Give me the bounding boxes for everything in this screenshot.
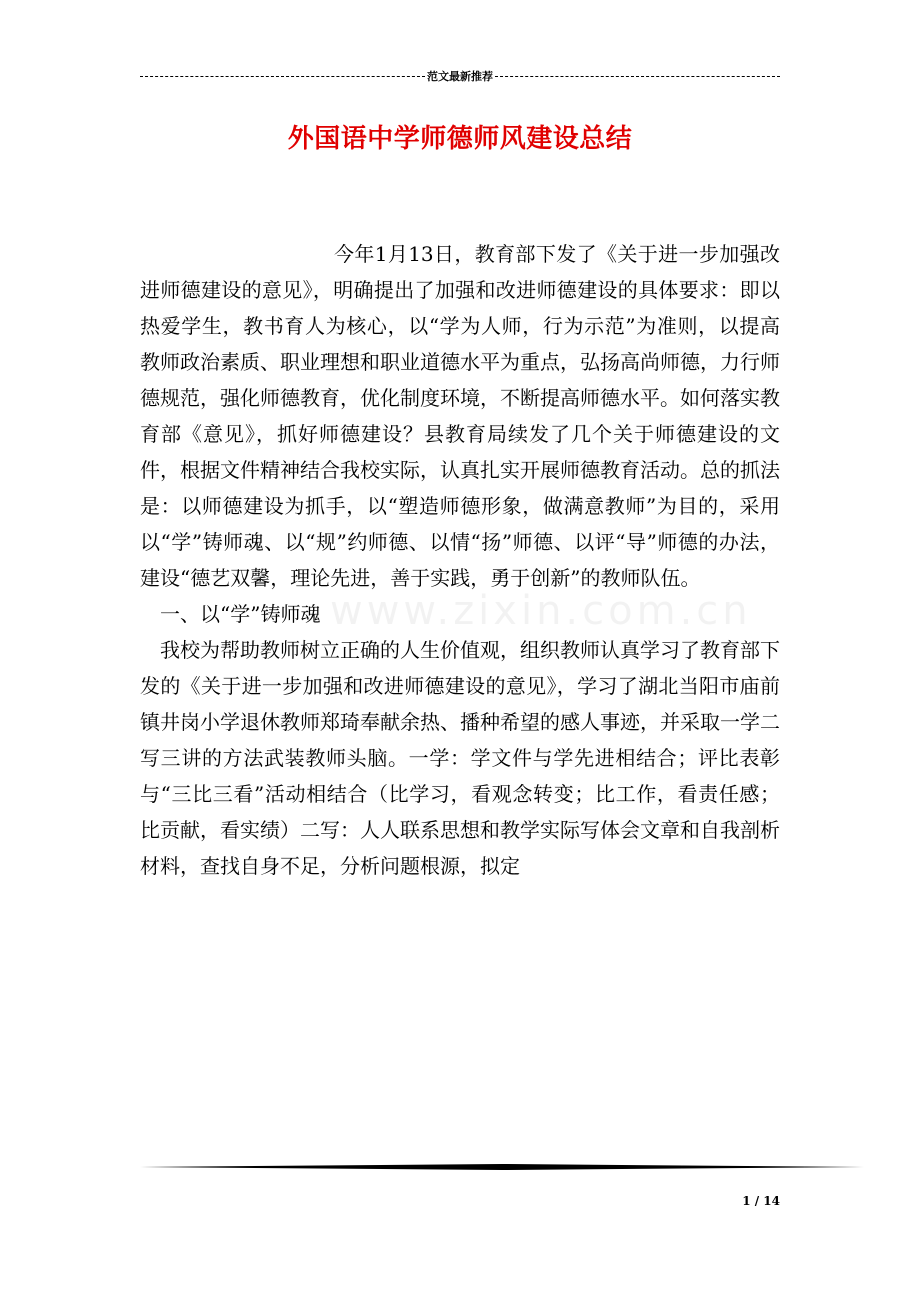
paragraph-intro: 今年1月13日，教育部下发了《关于进一步加强改进师德建设的意见》，明确提出了加强和改进师德建设的具体要求：即以热爱学生，教书育人为核心，以“学为人师，行为示范”为准则，以提高教师政治素质、职业理想和职业道德水平为重点，弘扬高尚师德，力行师德规范，强化师德教育，优化制度环境，不断提高师德水平。如何落实教育部《意见》，抓好师德建设？县教育局续发了几个关于师德建设的文件，根据文件精神结合我校实际，认真扎实开展师德教育活动。总的抓法是：以师德建设为抓手，以“塑造师德形象，做满意教师”为目的，采用以“学”铸师魂、以“规”约师德、以情“扬”师德、以评“导”师德的办法，建设“德艺双馨，理论先进，善于实践，勇于创新”的教师队伍。 [140,242,780,590]
header-banner [140,66,780,86]
watermark: www.zixin.com.cn [330,588,752,634]
paragraph-section-1: 我校为帮助教师树立正确的人生价值观，组织教师认真学习了教育部下发的《关于进一步加强和改进师德建设的意见》，学习了湖北当阳市庙前镇井岗小学退休教师郑琦奉献余热、播种希望的感人事迹，并采取一学二写三讲的方法武装教师头脑。一学：学文件与学先进相结合；评比表彰与“三比三看”活动相结合（比学习，看观念转变；比工作，看责任感；比贡献，看实绩）二写：人人联系思想和教学实际写体会文章和自我剖析材料，查找自身不足，分析问题根源，拟定 [140,638,780,878]
document-body [140,236,780,884]
header-dash-right [495,76,780,77]
header-dash-left [140,76,425,77]
footer-rule [140,1163,864,1171]
document-title: 外国语中学师德师风建设总结 [287,124,633,154]
page-number: 1 / 14 [742,1194,780,1208]
header-banner-label: 范文最新推荐 [427,70,493,83]
section-heading-1: 一、以“学”铸师魂 [160,602,321,626]
